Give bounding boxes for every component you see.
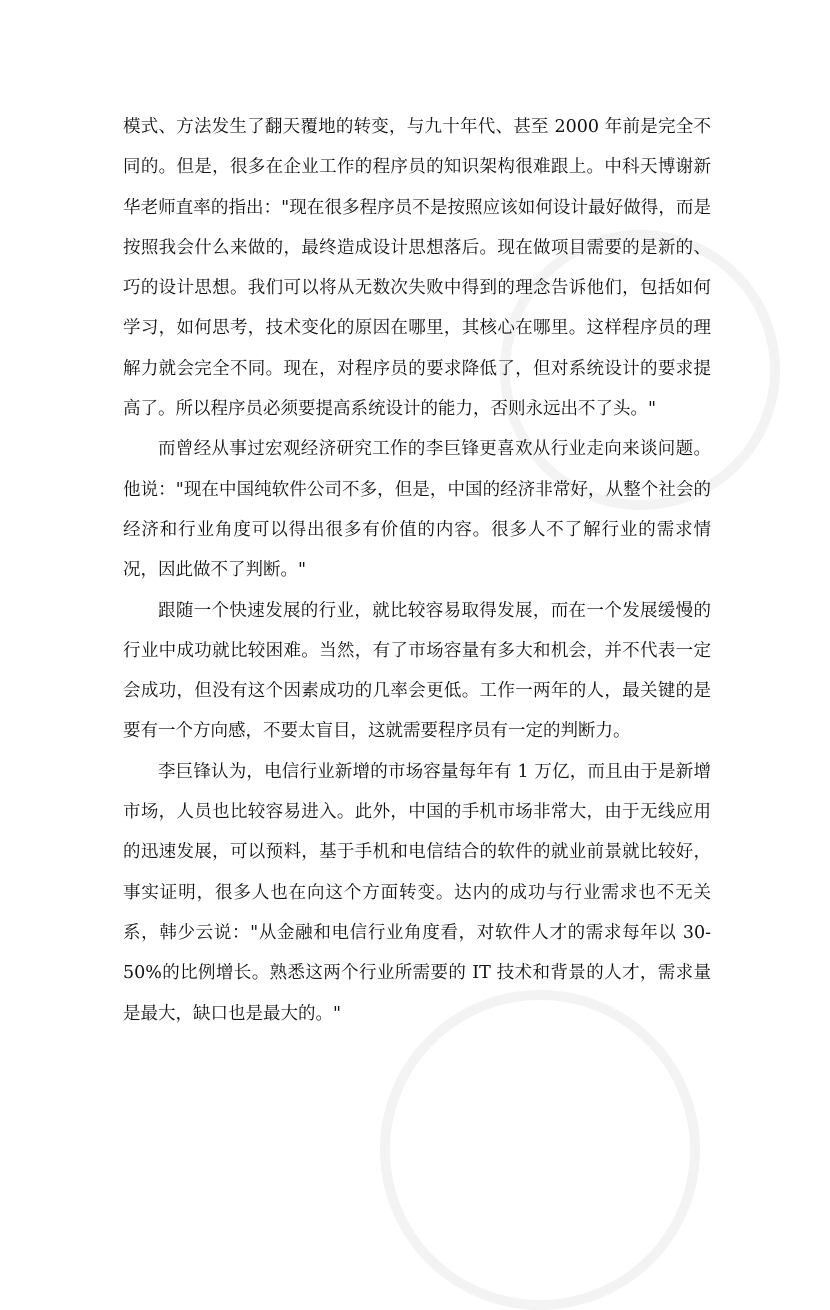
- paragraph-4: 李巨锋认为，电信行业新增的市场容量每年有 1 万亿，而且由于是新增市场，人员也比较容易进入。此外，中国的手机市场非常大，由于无线应用的迅速发展，可以预料，基于手机和电信结合的软件的就业前景就比较好，事实证明，很多人也在向这个方面转变。达内的成功与行业需求也不无关系，韩少云说："从金融和电信行业角度看，对软件人才的需求每年以 30-50%的比例增长。熟悉这两个行业所需要的 IT 技术和背景的人才，需求量是最大，缺口也是最大的。": [123, 761, 711, 1024]
- watermark-ring-bottom: [380, 990, 700, 1310]
- paragraph-2: 而曾经从事过宏观经济研究工作的李巨锋更喜欢从行业走向来谈问题。他说："现在中国纯软件公司不多，但是，中国的经济非常好，从整个社会的经济和行业角度可以得出很多有价值的内容。很多人不了解行业的需求情况，因此做不了判断。": [123, 439, 711, 581]
- paragraph-3: 跟随一个快速发展的行业，就比较容易取得发展，而在一个发展缓慢的行业中成功就比较困难。当然，有了市场容量有多大和机会，并不代表一定会成功，但没有这个因素成功的几率会更低。工作一两年的人，最关键的是要有一个方向感，不要太盲目，这就需要程序员有一定的判断力。: [123, 600, 711, 742]
- body-text: [123, 107, 711, 1034]
- paragraph-1: 模式、方法发生了翻天覆地的转变，与九十年代、甚至 2000 年前是完全不同的。但是，很多在企业工作的程序员的知识架构很难跟上。中科天博谢新华老师直率的指出："现在很多程序员不是按照应该如何设计最好做得，而是按照我会什么来做的，最终造成设计思想落后。现在做项目需要的是新的、巧的设计思想。我们可以将从无数次失败中得到的理念告诉他们，包括如何学习，如何思考，技术变化的原因在哪里，其核心在哪里。这样程序员的理解力就会完全不同。现在，对程序员的要求降低了，但对系统设计的要求提高了。所以程序员必须要提高系统设计的能力，否则永远出不了头。": [123, 117, 711, 420]
